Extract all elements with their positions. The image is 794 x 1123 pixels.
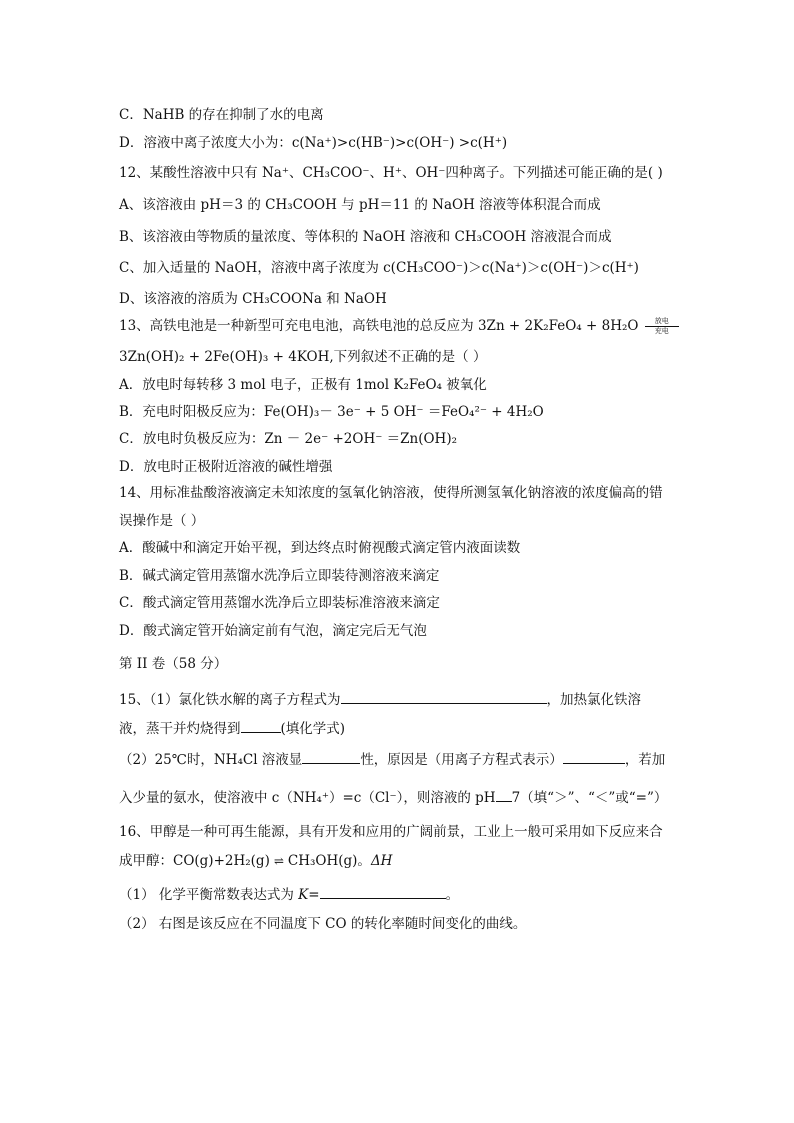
question-15-line2 xyxy=(119,718,345,738)
arrow-label-charge: 充电 xyxy=(654,327,669,335)
arrow-label-discharge: 放电 xyxy=(654,317,669,325)
question-16-line2 xyxy=(119,852,392,870)
option-11c: C．NaHB 的存在抑制了水的电离 xyxy=(119,107,324,123)
q15-text-h: 入少量的氨水，使溶液中 c（NH₄⁺）=c（Cl⁻），则溶液的 pH xyxy=(119,790,496,806)
option-14a: A．酸碱中和滴定开始平视，到达终点时俯视酸式滴定管内液面读数 xyxy=(119,540,521,556)
q15-text-a: 15、（1）氯化铁水解的离子方程式为 xyxy=(119,692,341,708)
option-13a: A．放电时每转移 3 mol 电子，正极有 1mol K₂FeO₄ 被氧化 xyxy=(119,377,487,393)
question-14-line2: 误操作是（ ） xyxy=(119,513,205,529)
q15-text-d: (填化学式) xyxy=(280,721,346,737)
q15-text-f: 性，原因是（用离子方程式表示） xyxy=(360,752,563,768)
question-15-line4 xyxy=(119,787,667,807)
question-16-line1: 16、甲醇是一种可再生能源，具有开发和应用的广阔前景，工业上一般可采用如下反应来合 xyxy=(119,824,663,840)
q15-text-b: ，加热氯化铁溶 xyxy=(546,692,642,708)
q15-text-e: （2）25℃时，NH₄Cl 溶液显 xyxy=(119,752,303,768)
question-14-line1: 14、用标准盐酸溶液滴定未知浓度的氢氧化钠溶液，使得所测氢氧化钠溶液的浓度偏高的错 xyxy=(119,485,663,501)
q15-text-i: 7（填“＞”、“＜”或“=”） xyxy=(511,790,668,806)
question-13-text: 13、高铁电池是一种新型可充电电池，高铁电池的总反应为 3Zn + 2K₂FeO₄ + 8H₂O xyxy=(119,318,639,334)
question-15-line1 xyxy=(119,689,641,709)
option-13b: B．充电时阳极反应为：Fe(OH)₃－ 3e⁻ + 5 OH⁻ ＝FeO₄²⁻ + 4H₂O xyxy=(119,404,544,420)
option-14d: D．酸式滴定管开始滴定前有气泡，滴定完后无气泡 xyxy=(119,623,427,639)
option-13c: C．放电时负极反应为：Zn － 2e⁻ +2OH⁻ ＝Zn(OH)₂ xyxy=(119,431,458,447)
option-12c: C、加入适量的 NaOH，溶液中离子浓度为 c(CH₃COO⁻)＞c(Na⁺)＞c(OH⁻)＞c(H⁺) xyxy=(119,260,639,276)
equilibrium-arrow-icon: ⇌ xyxy=(273,854,284,868)
answer-blank[interactable] xyxy=(241,718,281,733)
q16-enthalpy: ΔH xyxy=(370,853,393,869)
answer-blank[interactable] xyxy=(563,749,625,764)
option-12b: B、该溶液由等物质的量浓度、等体积的 NaOH 溶液和 CH₃COOH 溶液混合而成 xyxy=(119,229,612,245)
q15-text-g: ，若加 xyxy=(624,752,666,768)
option-14b: B．碱式滴定管用蒸馏水洗净后立即装待测溶液来滴定 xyxy=(119,568,440,584)
option-12a: A、该溶液由 pH＝3 的 CH₃COOH 与 pH＝11 的 NaOH 溶液等体积混合而成 xyxy=(119,197,601,213)
q16-period: 。 xyxy=(445,887,460,903)
question-13-line2: 3Zn(OH)₂ + 2Fe(OH)₃ + 4KOH,下列叙述不正确的是（ ） xyxy=(119,349,487,365)
option-12d: D、该溶液的溶质为 CH₃COONa 和 NaOH xyxy=(119,291,387,307)
option-13d: D．放电时正极附近溶液的碱性增强 xyxy=(119,459,333,475)
q16-product: CH₃OH(g)。 xyxy=(287,853,371,869)
option-14c: C．酸式滴定管用蒸馏水洗净后立即装标准溶液来滴定 xyxy=(119,595,440,611)
answer-blank[interactable] xyxy=(341,689,547,704)
q16-part1-text: （1） 化学平衡常数表达式为 xyxy=(119,887,299,903)
section-heading: 第 II 卷（58 分） xyxy=(119,656,228,672)
reversible-arrow xyxy=(645,318,679,335)
q16-equals: = xyxy=(308,887,320,903)
q16-reactants: 成甲醇：CO(g)+2H₂(g) xyxy=(119,853,270,869)
q16-k-symbol: K xyxy=(298,887,309,903)
question-16-part2: （2） 右图是该反应在不同温度下 CO 的转化率随时间变化的曲线。 xyxy=(119,916,527,932)
answer-blank[interactable] xyxy=(320,884,446,899)
question-16-part1 xyxy=(119,884,459,904)
answer-blank[interactable] xyxy=(302,749,360,764)
q15-text-c: 液，蒸干并灼烧得到 xyxy=(119,721,241,737)
question-13-line1 xyxy=(119,317,679,335)
answer-blank[interactable] xyxy=(496,787,512,802)
question-12: 12、某酸性溶液中只有 Na⁺、CH₃COO⁻、H⁺、OH⁻四种离子。下列描述可能正确的是( ) xyxy=(119,165,663,181)
question-15-line3 xyxy=(119,749,665,769)
option-11d: D．溶液中离子浓度大小为：c(Na⁺)>c(HB⁻)>c(OH⁻) >c(H⁺) xyxy=(119,135,508,151)
